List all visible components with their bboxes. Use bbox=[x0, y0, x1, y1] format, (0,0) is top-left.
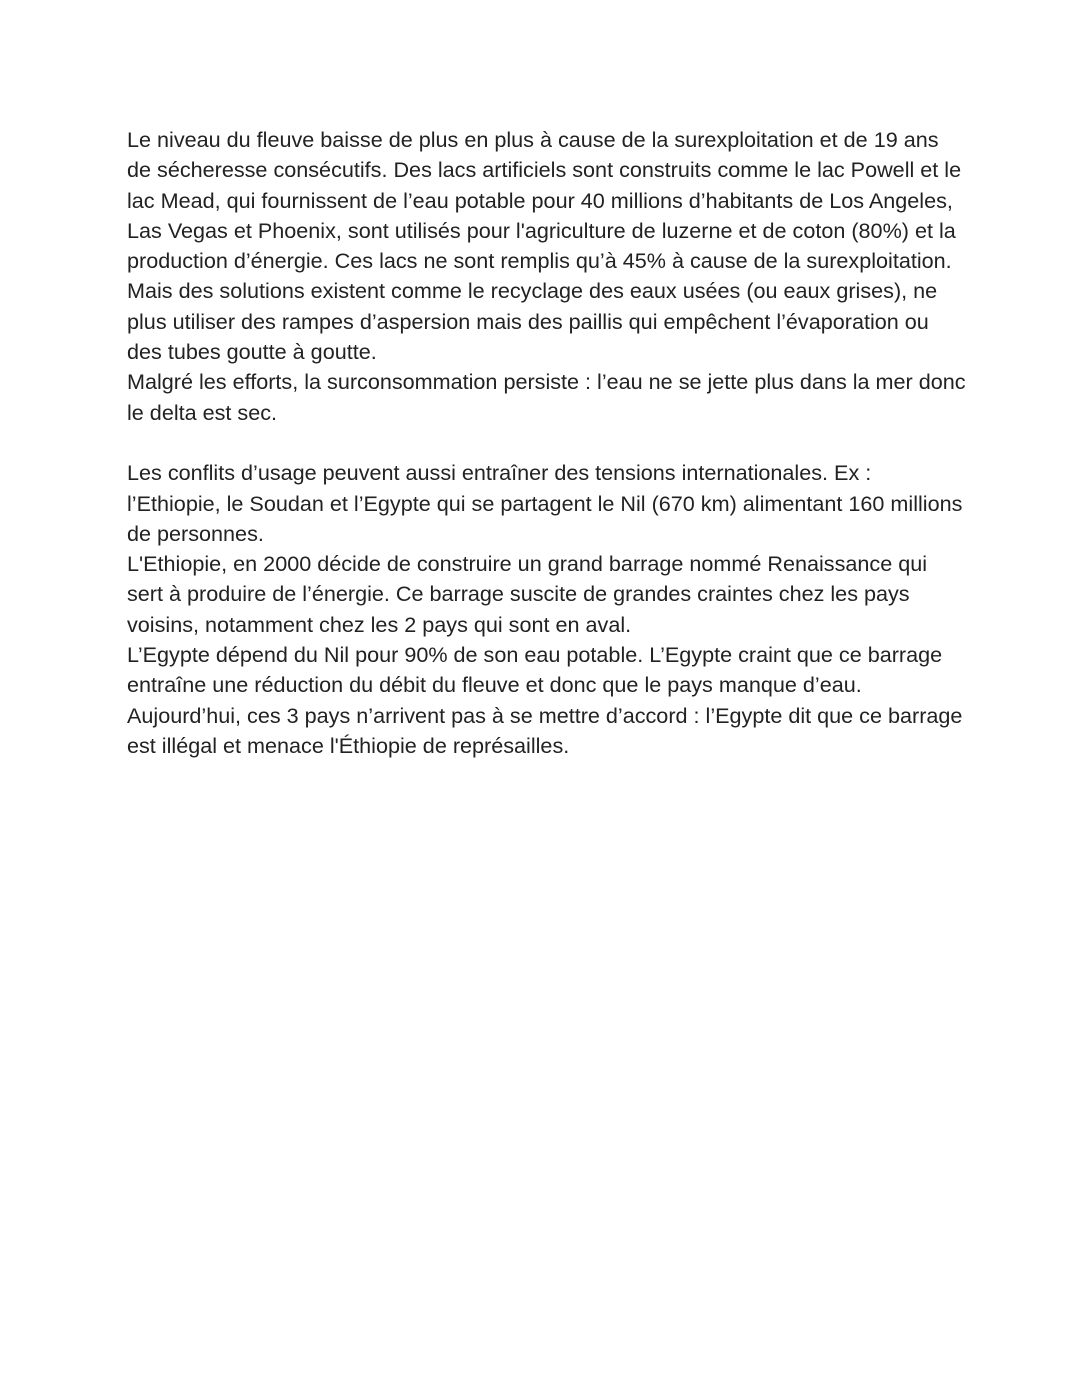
paragraph-renaissance-dam: L'Ethiopie, en 2000 décide de construire un grand barrage nommé Renaissance qui sert à produire de l’énergie. Ce barrage suscite de grandes craintes chez les pays voisins, notamment chez les 2 pays qui sont en aval. bbox=[127, 551, 928, 637]
paragraph-no-agreement: Aujourd’hui, ces 3 pays n’arrivent pas à se mettre d’accord : l’Egypte dit que ce barrage est illégal et menace l'Éthiopie de représailles. bbox=[127, 702, 963, 758]
document-body bbox=[127, 125, 967, 761]
section-nile-conflict bbox=[127, 458, 967, 761]
section-colorado-river bbox=[127, 125, 967, 428]
paragraph-overconsumption: Malgré les efforts, la surconsommation persiste : l’eau ne se jette plus dans la mer donc le delta est sec. bbox=[127, 369, 966, 425]
paragraph-egypt-dependence: L’Egypte dépend du Nil pour 90% de son eau potable. L’Egypte craint que ce barrage entraîne une réduction du débit du fleuve et donc que le pays manque d’eau. bbox=[127, 642, 943, 698]
paragraph-river-level: Le niveau du fleuve baisse de plus en plus à cause de la surexploitation et de 19 ans de sécheresse consécutifs. Des lacs artificiels sont construits comme le lac Powell et le lac Mead, qui fournissent de l’eau potable pour 40 millions d’habitants de Los Angeles, Las Vegas et Phoenix, sont utilisés pour l'agriculture de luzerne et de coton (80%) et la production d’énergie. Ces lacs ne sont remplis qu’à 45% à cause de la surexploitation. Mais des solutions existent comme le recyclage des eaux usées (ou eaux grises), ne plus utiliser des rampes d’aspersion mais des paillis qui empêchent l’évaporation ou des tubes goutte à goutte. bbox=[127, 127, 962, 365]
paragraph-usage-conflicts: Les conflits d’usage peuvent aussi entraîner des tensions internationales. Ex : l’Ethiopie, le Soudan et l’Egypte qui se partagent le Nil (670 km) alimentant 160 millions de personnes. bbox=[127, 460, 963, 546]
